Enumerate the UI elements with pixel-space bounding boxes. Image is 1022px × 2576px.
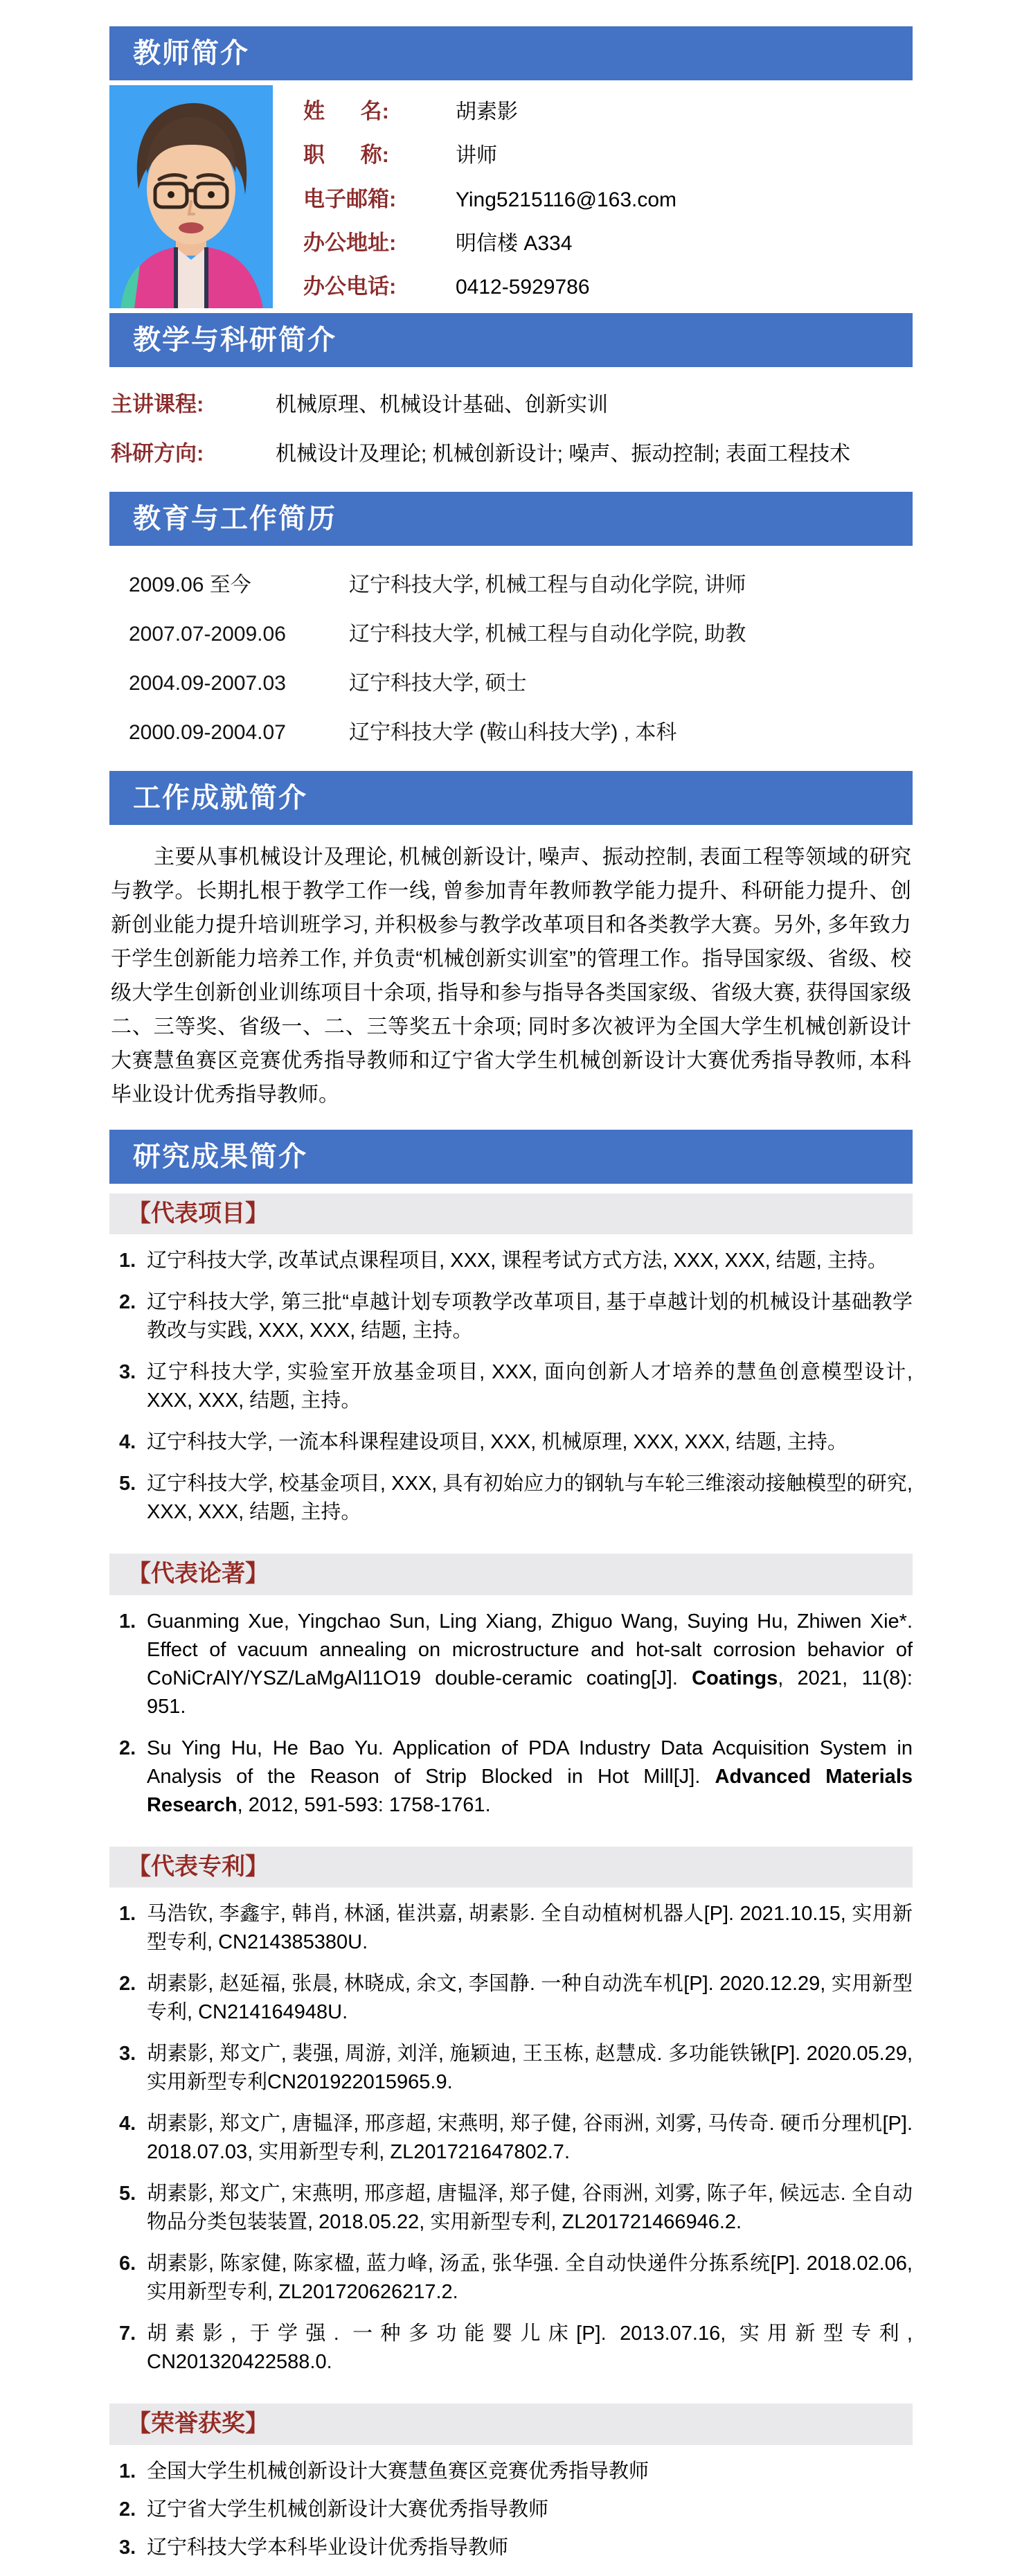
field-name — [303, 94, 913, 125]
item-number: 2. — [119, 1973, 136, 1996]
item-text: 全国大学生机械创新设计大赛慧鱼赛区竞赛优秀指导教师 — [147, 2460, 649, 2482]
row-label: 科研方向: — [111, 441, 204, 465]
field-email — [303, 181, 913, 213]
list-item — [109, 1358, 913, 1415]
education-detail: 辽宁科技大学, 机械工程与自动化学院, 助教 — [349, 623, 746, 646]
section-header-teacher-intro — [109, 26, 913, 80]
item-text: 胡素影, 郑文广, 唐韫泽, 邢彦超, 宋燕明, 郑子健, 谷雨洲, 刘雾, 马传奇. 硬币分理机[P]. 2018.07.03, 实用新型专利, ZL201721647802.7. — [147, 2113, 913, 2164]
awards-list — [109, 2445, 913, 2576]
education-period: 2000.09-2004.07 — [129, 721, 286, 744]
list-item — [109, 2458, 913, 2486]
list-item — [109, 2180, 913, 2237]
item-number: 7. — [119, 2322, 136, 2345]
list-item — [109, 1900, 913, 1957]
subsection-heading-publications: 【代表论著】 — [127, 1561, 269, 1588]
teacher-photo — [109, 85, 273, 308]
education-row — [109, 715, 913, 745]
list-item — [109, 2534, 913, 2562]
subsection-heading-awards: 【荣誉获奖】 — [127, 2410, 269, 2437]
subsection-heading-patents: 【代表专利】 — [127, 1853, 269, 1880]
publication-cite-tail: , 2012, 591-593: 1758-1761. — [237, 1793, 491, 1816]
item-number: 3. — [119, 2536, 136, 2559]
section-header-research-results — [109, 1130, 913, 1184]
content-column — [109, 26, 913, 2576]
row-label: 主讲课程: — [111, 392, 204, 416]
projects-list — [109, 1234, 913, 1544]
education-period: 2004.09-2007.03 — [129, 672, 286, 695]
item-number: 1. — [119, 2460, 136, 2482]
achievements-paragraph: 主要从事机械设计及理论, 机械创新设计, 噪声、振动控制, 表面工程等领域的研究与教学。长期扎根于教学工作一线, 曾参加青年教师教学能力提升、科研能力提升、创新创业能力提升培训班学习, 并积极参与教学改革项目和各类教学大赛。另外, 多年致力于学生创新能力培养工作, 并负责“机械创新实训室”的管理工作。指导国家级、省级、校级大学生创新创业训练项目十余项, 指导和参与指导各类国家级、省级大赛, 获得国家级二、三等奖、省级一、二、三等奖五十余项; 同时多次被评为全国大学生机械创新设计大赛慧鱼赛区竞赛优秀指导教师和辽宁省大学生机械创新设计大赛优秀指导教师, 本科毕业设计优秀指导教师。 — [111, 846, 911, 1106]
section-title: 研究成果简介 — [133, 1142, 307, 1172]
field-value: 讲师 — [456, 144, 497, 168]
education-row — [109, 666, 913, 696]
education-detail: 辽宁科技大学 (鞍山科技大学) , 本科 — [349, 721, 677, 744]
list-item — [109, 1288, 913, 1345]
journal-name: Coatings — [692, 1667, 778, 1689]
education-career-block — [109, 546, 913, 771]
list-item — [109, 2110, 913, 2167]
item-number: 4. — [119, 1431, 136, 1454]
item-text: 马浩钦, 李鑫宇, 韩肖, 林涵, 崔洪嘉, 胡素影. 全自动植树机器人[P]. 2021.10.15, 实用新型专利, CN214385380U. — [147, 1903, 913, 1954]
section-header-teaching-research — [109, 313, 913, 367]
item-text: 胡素影, 于学强. 一种多功能婴儿床[P]. 2013.07.16, 实用新型专利, CN201320422588.0. — [147, 2322, 913, 2374]
field-label: 办公地址: — [303, 230, 397, 255]
item-text: 辽宁科技大学, 改革试点课程项目, XXX, 课程考试方式方法, XXX, XXX, 结题, 主持。 — [147, 1250, 888, 1272]
teaching-research-block — [109, 367, 913, 492]
row-courses — [109, 387, 913, 419]
education-period: 2009.06 至今 — [129, 574, 251, 596]
item-text: 胡素影, 郑文广, 裴强, 周游, 刘洋, 施颖迪, 王玉栋, 赵慧成. 多功能铁锹[P]. 2020.05.29, 实用新型专利CN201922015965.9. — [147, 2043, 913, 2094]
list-item — [109, 2040, 913, 2097]
row-value: 机械设计及理论; 机械创新设计; 噪声、振动控制; 表面工程技术 — [276, 443, 851, 465]
item-text: 辽宁科技大学, 校基金项目, XXX, 具有初始应力的钢轨与车轮三维滚动接触模型的研究, XXX, XXX, 结题, 主持。 — [147, 1473, 913, 1524]
education-detail: 辽宁科技大学, 机械工程与自动化学院, 讲师 — [349, 574, 746, 596]
item-text: 辽宁科技大学, 第三批“卓越计划专项教学改革项目, 基于卓越计划的机械设计基础教学教改与实践, XXX, XXX, 结题, 主持。 — [147, 1291, 913, 1342]
subsection-strip-awards — [109, 2404, 913, 2444]
page-title: 教师简介 — [133, 38, 249, 69]
publication-authors-title: Su Ying Hu, He Bao Yu. Application of PDA Industry Data Acquisition System in Analysis of the Reason of Strip Blocked in Hot Mill[J]. — [147, 1736, 913, 1788]
item-text: 胡素影, 赵延福, 张晨, 林晓成, 余文, 李国静. 一种自动洗车机[P]. 2020.12.29, 实用新型专利, CN214164948U. — [147, 1973, 913, 2024]
subsection-strip-publications — [109, 1554, 913, 1595]
item-number: 5. — [119, 2183, 136, 2205]
item-text: 胡素影, 陈家健, 陈家楹, 蓝力峰, 汤孟, 张华强. 全自动快递件分拣系统[P]. 2018.02.06, 实用新型专利, ZL201720626217.2. — [147, 2253, 913, 2304]
field-label: 办公电话: — [303, 274, 397, 299]
item-text: 辽宁科技大学本科毕业设计优秀指导教师 — [147, 2536, 509, 2559]
list-item — [109, 1470, 913, 1527]
field-office-phone — [303, 269, 913, 300]
item-text — [147, 1734, 913, 1820]
item-number: 2. — [119, 2498, 136, 2521]
list-item — [109, 1970, 913, 2027]
item-number: 1. — [119, 1250, 136, 1272]
section-title: 工作成就简介 — [133, 783, 307, 813]
field-label: 电子邮箱: — [303, 186, 397, 211]
education-period: 2007.07-2009.06 — [129, 623, 286, 646]
list-item — [109, 1608, 913, 1721]
section-title: 教育与工作简历 — [133, 504, 337, 534]
item-number: 1. — [119, 1903, 136, 1926]
field-title — [303, 137, 913, 168]
publication-cite-tail: , 2021, 11(8): 951. — [147, 1667, 913, 1718]
item-text: 辽宁科技大学, 一流本科课程建设项目, XXX, 机械原理, XXX, XXX, 结题, 主持。 — [147, 1431, 848, 1454]
item-text: 辽宁省大学生机械创新设计大赛优秀指导教师 — [147, 2498, 549, 2521]
item-number: 6. — [119, 2253, 136, 2275]
publication-authors-title: Guanming Xue, Yingchao Sun, Ling Xiang, Zhiguo Wang, Suying Hu, Zhiwen Xie*. Effect of vacuum annealing on microstructure and hot-salt corrosion behavior of CoNiCrAlY/YSZ/LaMgAl11O19 double-ceramic coating[J]. — [147, 1610, 913, 1689]
list-item — [109, 1428, 913, 1457]
item-text — [147, 1608, 913, 1721]
list-item — [109, 2496, 913, 2524]
patents-list — [109, 1887, 913, 2394]
section-title: 教学与科研简介 — [133, 325, 337, 355]
field-value: 胡素影 — [456, 100, 518, 123]
subsection-strip-projects — [109, 1193, 913, 1234]
item-number: 5. — [119, 1473, 136, 1495]
profile-section — [109, 85, 913, 308]
item-number: 3. — [119, 1361, 136, 1384]
subsection-heading-projects: 【代表项目】 — [127, 1200, 269, 1227]
journal-name: Advanced Materials Research — [147, 1765, 913, 1816]
item-number: 3. — [119, 2043, 136, 2066]
item-text: 辽宁科技大学, 实验室开放基金项目, XXX, 面向创新人才培养的慧鱼创意模型设计, XXX, XXX, 结题, 主持。 — [147, 1361, 913, 1412]
item-number: 1. — [119, 1610, 136, 1633]
profile-fields — [273, 85, 913, 308]
row-research-direction — [109, 436, 913, 468]
item-number: 2. — [119, 1736, 136, 1759]
education-detail: 辽宁科技大学, 硕士 — [349, 672, 527, 695]
field-value: Ying5215116@163.com — [456, 188, 677, 211]
field-office-address — [303, 225, 913, 256]
list-item — [109, 1247, 913, 1275]
item-number: 2. — [119, 1291, 136, 1314]
list-item — [109, 1734, 913, 1820]
section-header-work-achievements — [109, 771, 913, 825]
field-label: 姓 名: — [303, 99, 389, 123]
education-row — [109, 616, 913, 647]
section-header-education-career — [109, 492, 913, 546]
field-value: 明信楼 A334 — [456, 231, 573, 255]
item-number: 4. — [119, 2113, 136, 2135]
list-item — [109, 2320, 913, 2377]
row-value: 机械原理、机械设计基础、创新实训 — [276, 393, 608, 416]
subsection-strip-patents — [109, 1847, 913, 1887]
education-row — [109, 567, 913, 598]
list-item — [109, 2250, 913, 2307]
field-label: 职 称: — [303, 143, 389, 168]
field-value: 0412-5929786 — [456, 276, 590, 299]
item-text: 胡素影, 郑文广, 宋燕明, 邢彦超, 唐韫泽, 郑子健, 谷雨洲, 刘雾, 陈子年, 候远志. 全自动物品分类包装装置, 2018.05.22, 实用新型专利, ZL201721466946.2. — [147, 2183, 913, 2234]
publications-list — [109, 1595, 913, 1837]
